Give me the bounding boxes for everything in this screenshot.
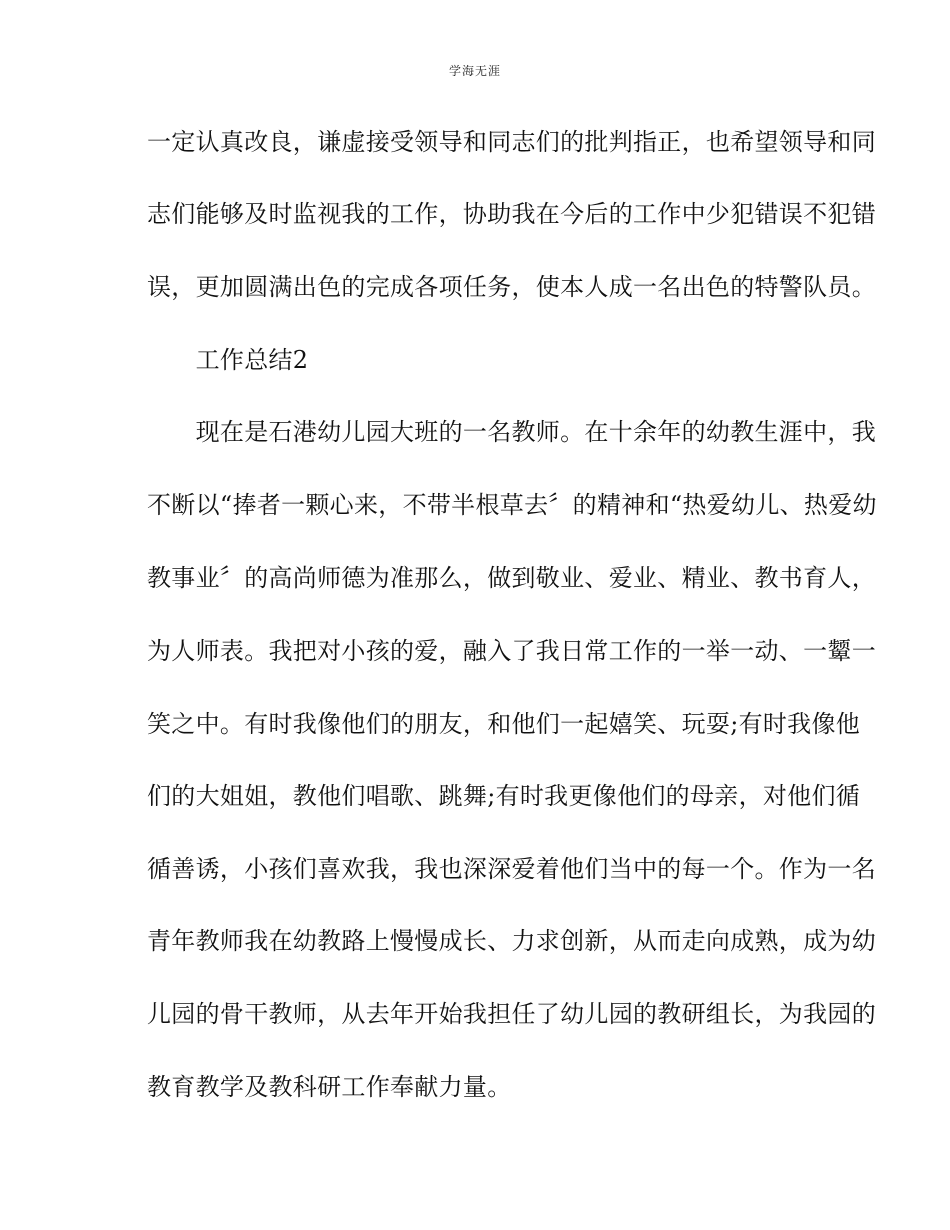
text-line: 教育教学及教科研工作奉献力量。 — [147, 1073, 512, 1101]
text-line: 循善诱，小孩们喜欢我，我也深深爱着他们当中的每一个。作为一名 — [147, 855, 876, 883]
text-line: 误，更加圆满出色的完成各项任务，使本人成一名出色的特警队员。 — [147, 273, 876, 301]
text-line: 志们能够及时监视我的工作，协助我在今后的工作中少犯错误不犯错 — [147, 200, 876, 228]
text-line: 为人师表。我把对小孩的爱，融入了我日常工作的一举一动、一颦一 — [147, 637, 876, 665]
text-line: 笑之中。有时我像他们的朋友，和他们一起嬉笑、玩耍;有时我像他 — [147, 710, 861, 738]
section-heading: 工作总结2 — [147, 346, 309, 374]
page-header: 学海无涯 — [448, 64, 501, 78]
text-line: 不断以“捧者一颗心来，不带半根草去〞的精神和“热爱幼儿、热爱幼 — [147, 491, 877, 519]
text-line: 现在是石港幼儿园大班的一名教师。在十余年的幼教生涯中，我 — [147, 418, 876, 446]
text-line: 青年教师我在幼教路上慢慢成长、力求创新，从而走向成熟，成为幼 — [147, 927, 876, 955]
text-line: 教事业〞的高尚师德为准那么，做到敬业、爱业、精业、教书育人， — [147, 564, 876, 592]
text-line: 一定认真改良，谦虚接受领导和同志们的批判指正，也希望领导和同 — [147, 128, 876, 156]
text-line: 儿园的骨干教师，从去年开始我担任了幼儿园的教研组长，为我园的 — [147, 1000, 876, 1028]
text-line: 们的大姐姐，教他们唱歌、跳舞;有时我更像他们的母亲，对他们循 — [147, 782, 861, 810]
